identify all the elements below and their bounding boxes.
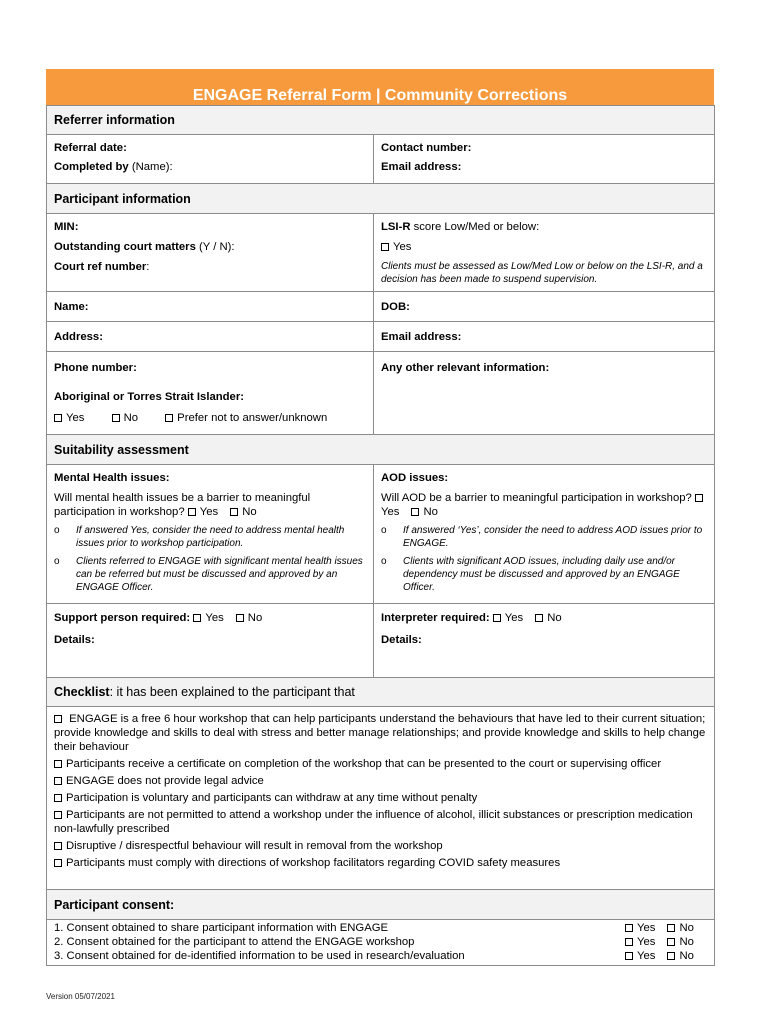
aod-bullet-1: o If answered ‘Yes’, consider the need to address AOD issues prior to ENGAGE. (381, 525, 703, 549)
min-field[interactable]: MIN: (54, 221, 79, 233)
lsir-cell (374, 214, 715, 292)
consent-3-yes-checkbox[interactable]: Yes (625, 950, 655, 962)
lsir-yes-checkbox[interactable]: Yes (381, 240, 707, 254)
checkbox-icon (54, 811, 62, 819)
consent-2-no-checkbox[interactable]: No (667, 936, 693, 948)
lsir-note: Clients must be assessed as Low/Med Low or below on the LSI-R, and a decision has been made to suspend supervision. (381, 261, 703, 285)
support-cell (47, 604, 374, 678)
checkbox-icon (54, 794, 62, 802)
section-participant: Participant information (47, 184, 715, 214)
referral-form (46, 69, 714, 966)
aod-question: Will AOD be a barrier to meaningful participation in workshop? Yes No (381, 491, 707, 519)
version-footer: Version 05/07/2021 (46, 992, 115, 1001)
aod-no-checkbox[interactable]: No (411, 506, 437, 518)
checkbox-icon (54, 414, 62, 422)
referrer-email-field[interactable]: Email address: (381, 161, 462, 173)
consent-1-no-checkbox[interactable]: No (667, 922, 693, 934)
checkbox-icon (165, 414, 173, 422)
form-title: ENGAGE Referral Form | Community Corrections (192, 87, 568, 104)
checkbox-icon (112, 414, 120, 422)
mh-bullet-1: o If answered Yes, consider the need to address mental health issues prior to workshop participation. (54, 525, 345, 549)
name-field[interactable]: Name: (47, 292, 374, 322)
checklist-item[interactable]: Participants must comply with directions of workshop facilitators regarding COVID safety measures (54, 856, 707, 870)
court-ref-field[interactable]: Court ref number: (54, 261, 150, 273)
atsi-prefer-not-checkbox[interactable]: Prefer not to answer/unknown (165, 412, 327, 424)
checklist-item[interactable]: Participants are not permitted to attend a workshop under the influence of alcohol, illicit substances or prescription medication non-lawfully prescribed (54, 809, 693, 835)
mh-no-checkbox[interactable]: No (230, 506, 256, 518)
checklist-item[interactable]: Participation is voluntary and participants can withdraw at any time without penalty (54, 791, 707, 805)
mh-question: Will mental health issues be a barrier to meaningful participation in workshop? Yes No (54, 492, 311, 518)
checkbox-icon (193, 614, 201, 622)
atsi-yes-checkbox[interactable]: Yes (54, 412, 84, 424)
aod-label: AOD issues: (381, 472, 449, 484)
lsir-label: LSI-R score Low/Med or below: (381, 221, 540, 233)
checkbox-icon (54, 715, 62, 723)
support-no-checkbox[interactable]: No (236, 612, 262, 624)
checkbox-icon (695, 494, 703, 502)
checkbox-icon (381, 243, 389, 251)
interpreter-details-field[interactable]: Details: (381, 634, 422, 646)
phone-atsi-cell (47, 352, 374, 435)
support-details-field[interactable]: Details: (54, 634, 95, 646)
referrer-left (47, 135, 374, 184)
checkbox-icon (230, 508, 238, 516)
checklist-item[interactable]: Participants receive a certificate on completion of the workshop that can be presented to the court or supervising officer (54, 757, 707, 771)
referrer-right (374, 135, 715, 184)
checkbox-icon (667, 924, 675, 932)
checklist-item[interactable]: ENGAGE does not provide legal advice (54, 774, 707, 788)
support-yes-checkbox[interactable]: Yes (193, 612, 223, 624)
checkbox-icon (236, 614, 244, 622)
aod-cell (374, 465, 715, 604)
mh-yes-checkbox[interactable]: Yes (188, 506, 218, 518)
dob-field[interactable]: DOB: (374, 292, 715, 322)
checkbox-icon (625, 924, 633, 932)
support-person-row: Support person required: Yes No (54, 612, 263, 624)
phone-field[interactable]: Phone number: (54, 362, 137, 374)
checklist-item[interactable]: ENGAGE is a free 6 hour workshop that can help participants understand the behaviours that have led to their current situation; provide knowledge and skills to deal with stress and better manage relationships; and provide knowledge and skills to help change their behaviour (54, 713, 706, 753)
interpreter-no-checkbox[interactable]: No (535, 612, 561, 624)
consent-row: 1. Consent obtained to share participant information with ENGAGE Yes No (54, 922, 694, 934)
consent-row: 2. Consent obtained for the participant to attend the ENGAGE workshop Yes No (54, 936, 694, 948)
consent-3-no-checkbox[interactable]: No (667, 950, 693, 962)
section-checklist: Checklist: it has been explained to the participant that (47, 678, 715, 707)
checkbox-icon (667, 952, 675, 960)
consent-2-yes-checkbox[interactable]: Yes (625, 936, 655, 948)
outstanding-court-field[interactable]: Outstanding court matters (Y / N): (54, 241, 235, 253)
contact-number-field[interactable]: Contact number: (381, 142, 472, 154)
checkbox-icon (54, 777, 62, 785)
interpreter-yes-checkbox[interactable]: Yes (493, 612, 523, 624)
mh-label: Mental Health issues: (54, 472, 170, 484)
referral-date-field[interactable]: Referral date: (54, 142, 127, 154)
atsi-options (54, 411, 366, 425)
other-info-field[interactable]: Any other relevant information: (374, 352, 715, 435)
checkbox-icon (667, 938, 675, 946)
aod-yes-checkbox[interactable]: Yes (381, 492, 707, 518)
address-field[interactable]: Address: (47, 322, 374, 352)
atsi-label: Aboriginal or Torres Strait Islander: (54, 391, 244, 403)
title-bar (46, 69, 714, 105)
interpreter-cell (374, 604, 715, 678)
mental-health-cell (47, 465, 374, 604)
checkbox-icon (54, 760, 62, 768)
participant-email-field[interactable]: Email address: (374, 322, 715, 352)
aod-bullet-2: o Clients with significant AOD issues, including daily use and/or dependency must be discussed and approved by an ENGAGE Officer. (381, 556, 680, 593)
section-referrer: Referrer information (47, 106, 715, 135)
consent-row: 3. Consent obtained for de-identified information to be used in research/evaluation Yes No (54, 950, 694, 962)
section-suitability: Suitability assessment (47, 435, 715, 465)
mh-bullet-2: o Clients referred to ENGAGE with significant mental health issues can be referred but must be discussed and approved by an ENGAGE Officer. (54, 556, 363, 593)
checkbox-icon (54, 842, 62, 850)
consent-cell (47, 920, 715, 966)
checkbox-icon (54, 859, 62, 867)
checkbox-icon (625, 952, 633, 960)
form-table (46, 105, 715, 966)
participant-ids (47, 214, 374, 292)
checkbox-icon (535, 614, 543, 622)
completed-by-field[interactable]: Completed by (Name): (54, 161, 173, 173)
checkbox-icon (493, 614, 501, 622)
checklist-item[interactable]: Disruptive / disrespectful behaviour will result in removal from the workshop (54, 839, 707, 853)
checkbox-icon (411, 508, 419, 516)
section-consent: Participant consent: (47, 890, 715, 920)
checkbox-icon (188, 508, 196, 516)
checkbox-icon (625, 938, 633, 946)
atsi-no-checkbox[interactable]: No (112, 412, 138, 424)
checklist-cell (47, 707, 715, 890)
interpreter-row: Interpreter required: Yes No (381, 612, 562, 624)
consent-1-yes-checkbox[interactable]: Yes (625, 922, 655, 934)
